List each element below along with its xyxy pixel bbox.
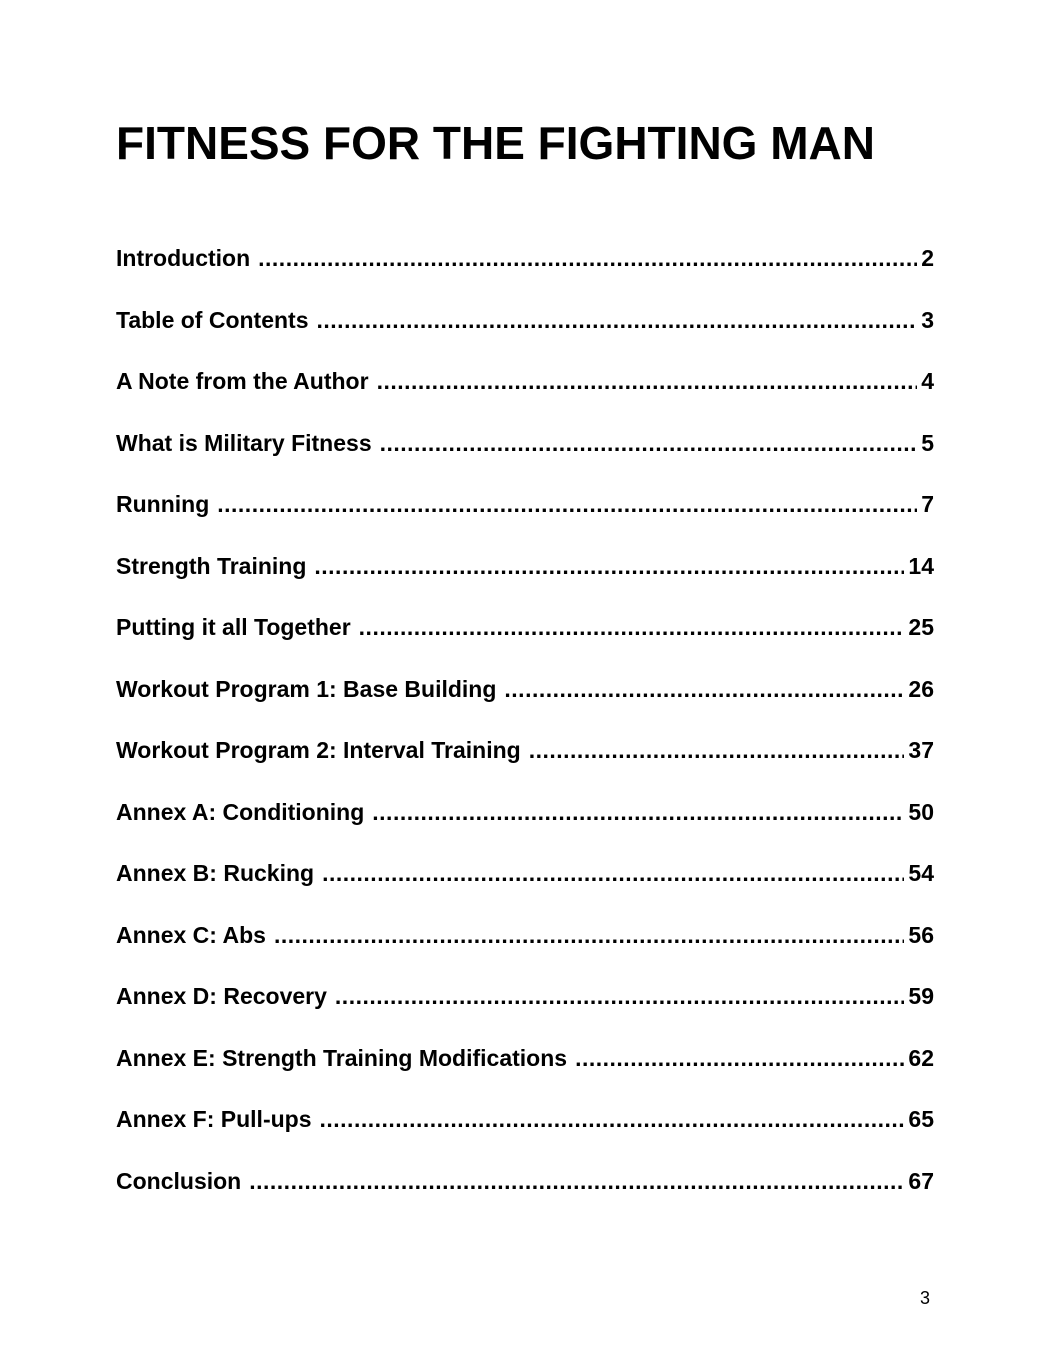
toc-entry-page: 14 <box>908 552 934 579</box>
toc-entry-page: 56 <box>908 921 934 948</box>
toc-dot-leader <box>575 1040 904 1076</box>
toc-entry-annex-c[interactable] <box>116 917 934 979</box>
toc-entry-putting-together[interactable] <box>116 609 934 671</box>
toc-entry-table-of-contents[interactable] <box>116 302 934 364</box>
toc-entry-title: Introduction <box>116 245 251 271</box>
toc-entry-title: Conclusion <box>116 1167 242 1194</box>
toc-entry-title: Strength Training <box>116 552 307 579</box>
toc-entry-title: What is Military Fitness <box>116 429 372 456</box>
toc-entry-page: 26 <box>908 675 934 702</box>
toc-entry-title: Annex C: Abs <box>116 921 266 948</box>
toc-entry-title: Annex F: Pull-ups <box>116 1106 312 1132</box>
toc-entry-page: 25 <box>908 614 934 640</box>
toc-entry-annex-a[interactable] <box>116 794 934 856</box>
toc-entry-annex-e[interactable] <box>116 1040 934 1102</box>
toc-dot-leader <box>258 240 917 276</box>
toc-entry-page: 62 <box>908 1044 934 1071</box>
toc-entry-title: Annex B: Rucking <box>116 860 315 886</box>
toc-entry-title: Annex D: Recovery <box>116 983 327 1009</box>
toc-entry-page: 65 <box>908 1106 934 1132</box>
toc-entry-military-fitness[interactable] <box>116 425 934 487</box>
toc-entry-title: Workout Program 2: Interval Training <box>116 737 521 763</box>
toc-entry-page: 3 <box>921 306 934 333</box>
toc-entry-workout-program-2[interactable] <box>116 732 934 794</box>
page-number: 3 <box>919 1288 930 1308</box>
toc-entry-annex-f[interactable] <box>116 1101 934 1163</box>
toc-entry-note-from-author[interactable] <box>116 363 934 425</box>
toc-entry-title: A Note from the Author <box>116 368 369 394</box>
toc-dot-leader <box>314 548 904 584</box>
toc-entry-running[interactable] <box>116 486 934 548</box>
toc-entry-title: Annex A: Conditioning <box>116 798 365 825</box>
toc-entry-page: 2 <box>921 245 934 271</box>
toc-entry-workout-program-1[interactable] <box>116 671 934 733</box>
toc-entry-annex-b[interactable] <box>116 855 934 917</box>
toc-entry-page: 37 <box>908 737 934 763</box>
toc-entry-page: 50 <box>908 798 934 825</box>
toc-dot-leader <box>372 794 904 830</box>
toc-entry-title: Running <box>116 491 210 517</box>
toc-entry-page: 54 <box>908 860 934 886</box>
toc-entry-title: Workout Program 1: Base Building <box>116 675 497 702</box>
toc-entry-page: 5 <box>921 429 934 456</box>
page-title: FITNESS FOR THE FIGHTING MAN <box>116 117 875 169</box>
toc-dot-leader <box>377 363 918 399</box>
toc-entry-annex-d[interactable] <box>116 978 934 1040</box>
toc-dot-leader <box>249 1163 904 1199</box>
toc-dot-leader <box>359 609 905 645</box>
toc-dot-leader <box>504 671 904 707</box>
toc-dot-leader <box>274 917 904 953</box>
toc-entry-title: Putting it all Together <box>116 614 351 640</box>
toc-dot-leader <box>317 302 918 338</box>
toc-entry-page: 67 <box>908 1167 934 1194</box>
toc-dot-leader <box>322 855 904 891</box>
toc-dot-leader <box>320 1101 905 1137</box>
toc-dot-leader <box>335 978 904 1014</box>
toc-entry-page: 4 <box>921 368 934 394</box>
table-of-contents <box>116 240 934 1224</box>
toc-entry-strength-training[interactable] <box>116 548 934 610</box>
toc-entry-page: 7 <box>921 491 934 517</box>
toc-dot-leader <box>380 425 918 461</box>
toc-entry-page: 59 <box>908 983 934 1009</box>
toc-entry-introduction[interactable] <box>116 240 934 302</box>
toc-entry-title: Table of Contents <box>116 306 309 333</box>
toc-dot-leader <box>217 486 917 522</box>
toc-entry-conclusion[interactable] <box>116 1163 934 1225</box>
toc-entry-title: Annex E: Strength Training Modifications <box>116 1044 568 1071</box>
toc-dot-leader <box>529 732 905 768</box>
